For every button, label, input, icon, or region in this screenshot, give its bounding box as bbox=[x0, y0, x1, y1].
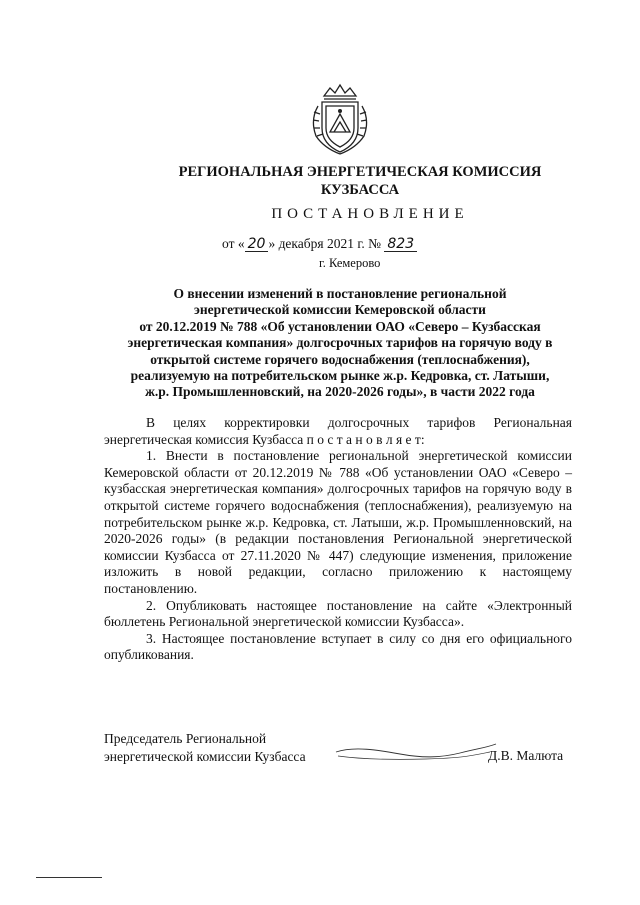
subject-line: О внесении изменений в постановление региональной bbox=[173, 286, 507, 301]
signatory-title-line2: энергетической комиссии Кузбасса bbox=[104, 749, 306, 764]
date-middle: » декабря 2021 г. № bbox=[268, 236, 381, 251]
coat-of-arms-icon bbox=[304, 82, 376, 158]
organization-name-line2: КУЗБАССА bbox=[320, 182, 400, 198]
city: г. Кемерово bbox=[319, 256, 381, 270]
item-paragraph-1: 1. Внести в постановление региональной энергетической комиссии Кемеровской области от 20.12.2019 № 788 «Об установлении ОАО «Северо – кузбасская энергетическая компания» долгосрочных тарифов на горячую воду в открытой системе горячего водоснабжения (теплоснабжения), реализуемую на потребительском рынке ж.р. Кедровка, ст. Латыши, ж.р. Промышленновский, на 2020-2026 годы» (в редакции постановления Региональной энергетической комиссии Кузбасса от 27.11.2020 № 447) следующие изменения, приложение изложить в новой редакции, согласно приложению к настоящему постановлению. bbox=[104, 448, 572, 596]
signatory-name: Д.В. Малюта bbox=[488, 748, 564, 763]
document-date-line bbox=[222, 236, 522, 252]
subject-line: ж.р. Промышленновский, на 2020-2026 годы», в части 2022 года bbox=[145, 384, 535, 400]
organization-name bbox=[90, 163, 630, 199]
signatory-title bbox=[104, 730, 306, 766]
subject-line: реализуемую на потребительском рынке ж.р. Кедровка, ст. Латыши, bbox=[130, 368, 550, 384]
subject-line: от 20.12.2019 № 788 «Об установлении ОАО «Северо – Кузбасская bbox=[139, 318, 541, 334]
subject-line: энергетической комиссии Кемеровской области bbox=[194, 302, 486, 318]
intro-paragraph: В целях корректировки долгосрочных тарифов Региональная энергетическая комиссия Кузбасса п о с т а н о в л я е т: bbox=[104, 415, 572, 447]
signatory-title-line1: Председатель Региональной bbox=[104, 731, 267, 746]
handwritten-signature bbox=[330, 726, 500, 766]
date-day-handwritten: 20 bbox=[245, 237, 269, 252]
organization-name-line1: РЕГИОНАЛЬНАЯ ЭНЕРГЕТИЧЕСКАЯ КОМИССИЯ bbox=[178, 164, 542, 180]
document-body bbox=[104, 415, 572, 664]
document-subject bbox=[100, 286, 580, 401]
date-prefix: от « bbox=[222, 236, 245, 251]
item-paragraph-2: 2. Опубликовать настоящее постановление на сайте «Электронный бюллетень Региональной энергетической комиссии Кузбасса». bbox=[104, 597, 572, 630]
item-paragraph-3: 3. Настоящее постановление вступает в силу со дня его официального опубликования. bbox=[104, 630, 572, 663]
footer-divider bbox=[36, 877, 102, 878]
subject-line: открытой системе горячего водоснабжения (теплоснабжения), bbox=[150, 351, 530, 367]
document-number-handwritten: 823 bbox=[384, 237, 417, 252]
document-type: ПОСТАНОВЛЕНИЕ bbox=[271, 206, 469, 222]
subject-line: энергетическая компания» долгосрочных тарифов на горячую воду в bbox=[127, 335, 553, 351]
